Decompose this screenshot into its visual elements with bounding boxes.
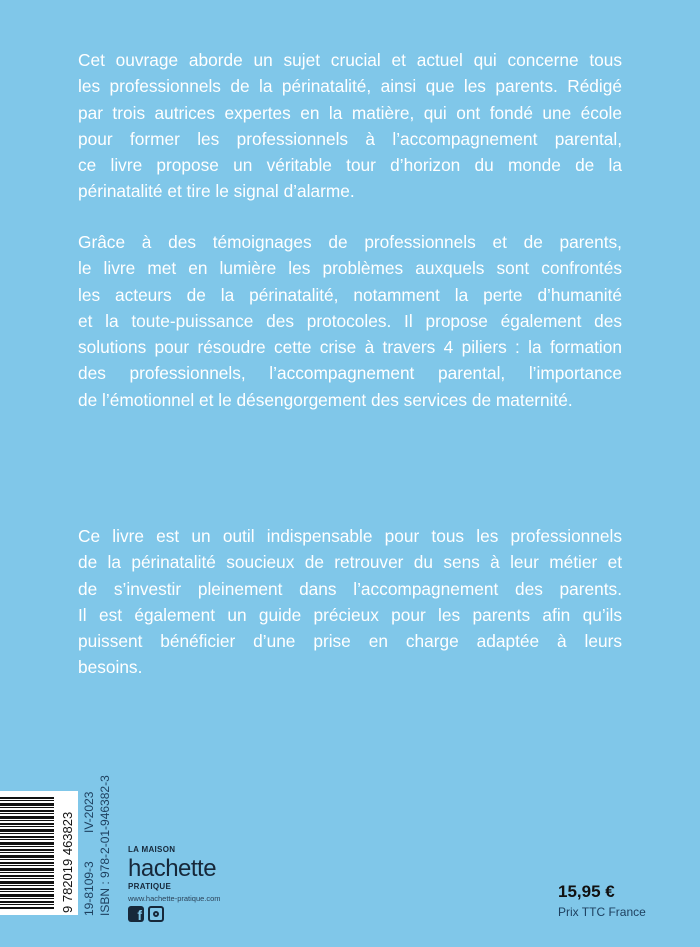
text-line: par trois autrices expertes en la matière, qui ont fondé une école: [78, 102, 622, 123]
text-line: Cet ouvrage aborde un sujet crucial et actuel qui concerne tous: [78, 50, 622, 70]
text-line: solutions pour résoudre cette crise à travers 4 piliers : la formation: [78, 337, 622, 358]
text-line: de la périnatalité soucieux de retrouver du sens à leur métier et: [78, 552, 622, 573]
price-label: Prix TTC France: [558, 905, 646, 919]
text-line: de l’émotionnel et le désengorgement des services de maternité.: [78, 389, 573, 410]
text-line: Ce livre est un outil indispensable pour tous les professionnels: [78, 526, 622, 546]
text-line: besoins.: [78, 657, 143, 678]
text-line: Il est également un guide précieux pour les parents afin qu’ils: [78, 604, 622, 625]
text-line: pour former les professionnels à l’accompagnement parental,: [78, 128, 622, 149]
logo-top: LA MAISON: [128, 845, 176, 854]
isbn: ISBN : 978-2-01-946382-3: [98, 775, 112, 916]
text-line: Grâce à des témoignages de professionnels et de parents,: [78, 232, 622, 252]
text-line: de s’investir pleinement dans l’accompagnement des parents.: [78, 578, 622, 599]
text-line: le livre met en lumière les problèmes auxquels sont confrontés: [78, 258, 622, 279]
paragraph-1: [78, 47, 622, 205]
product-code: 19-8109-3: [82, 861, 96, 916]
text-line: ce livre propose un véritable tour d’horizon du monde de la: [78, 155, 622, 176]
print-date: IV-2023: [82, 791, 96, 833]
price: 15,95 €: [558, 882, 615, 901]
logo-name: hachette: [128, 855, 217, 882]
paragraph-3: [78, 523, 622, 681]
text-line: et la toute-puissance des protocoles. Il propose également des: [78, 310, 622, 331]
text-line: des professionnels, l’accompagnement parental, l’importance: [78, 363, 622, 384]
logo-sub: PRATIQUE: [128, 882, 172, 891]
text-line: périnatalité et tire le signal d’alarme.: [78, 181, 355, 202]
social-icons: [128, 906, 164, 922]
barcode: [0, 791, 78, 915]
publisher-logo: [128, 845, 221, 904]
text-line: puissent bénéficier d’une prise en charge adaptée à leurs: [78, 631, 622, 652]
barcode-number: 9 782019 463823: [60, 811, 75, 913]
instagram-icon[interactable]: [148, 906, 164, 922]
paragraph-2: [78, 229, 622, 413]
text-line: les professionnels de la périnatalité, ainsi que les parents. Rédigé: [78, 76, 622, 97]
barcode-bars: [0, 797, 54, 909]
facebook-icon[interactable]: f: [128, 906, 144, 922]
publisher-url[interactable]: www.hachette-pratique.com: [128, 894, 221, 903]
text-line: les acteurs de la périnatalité, notamment la perte d’humanité: [78, 284, 622, 305]
